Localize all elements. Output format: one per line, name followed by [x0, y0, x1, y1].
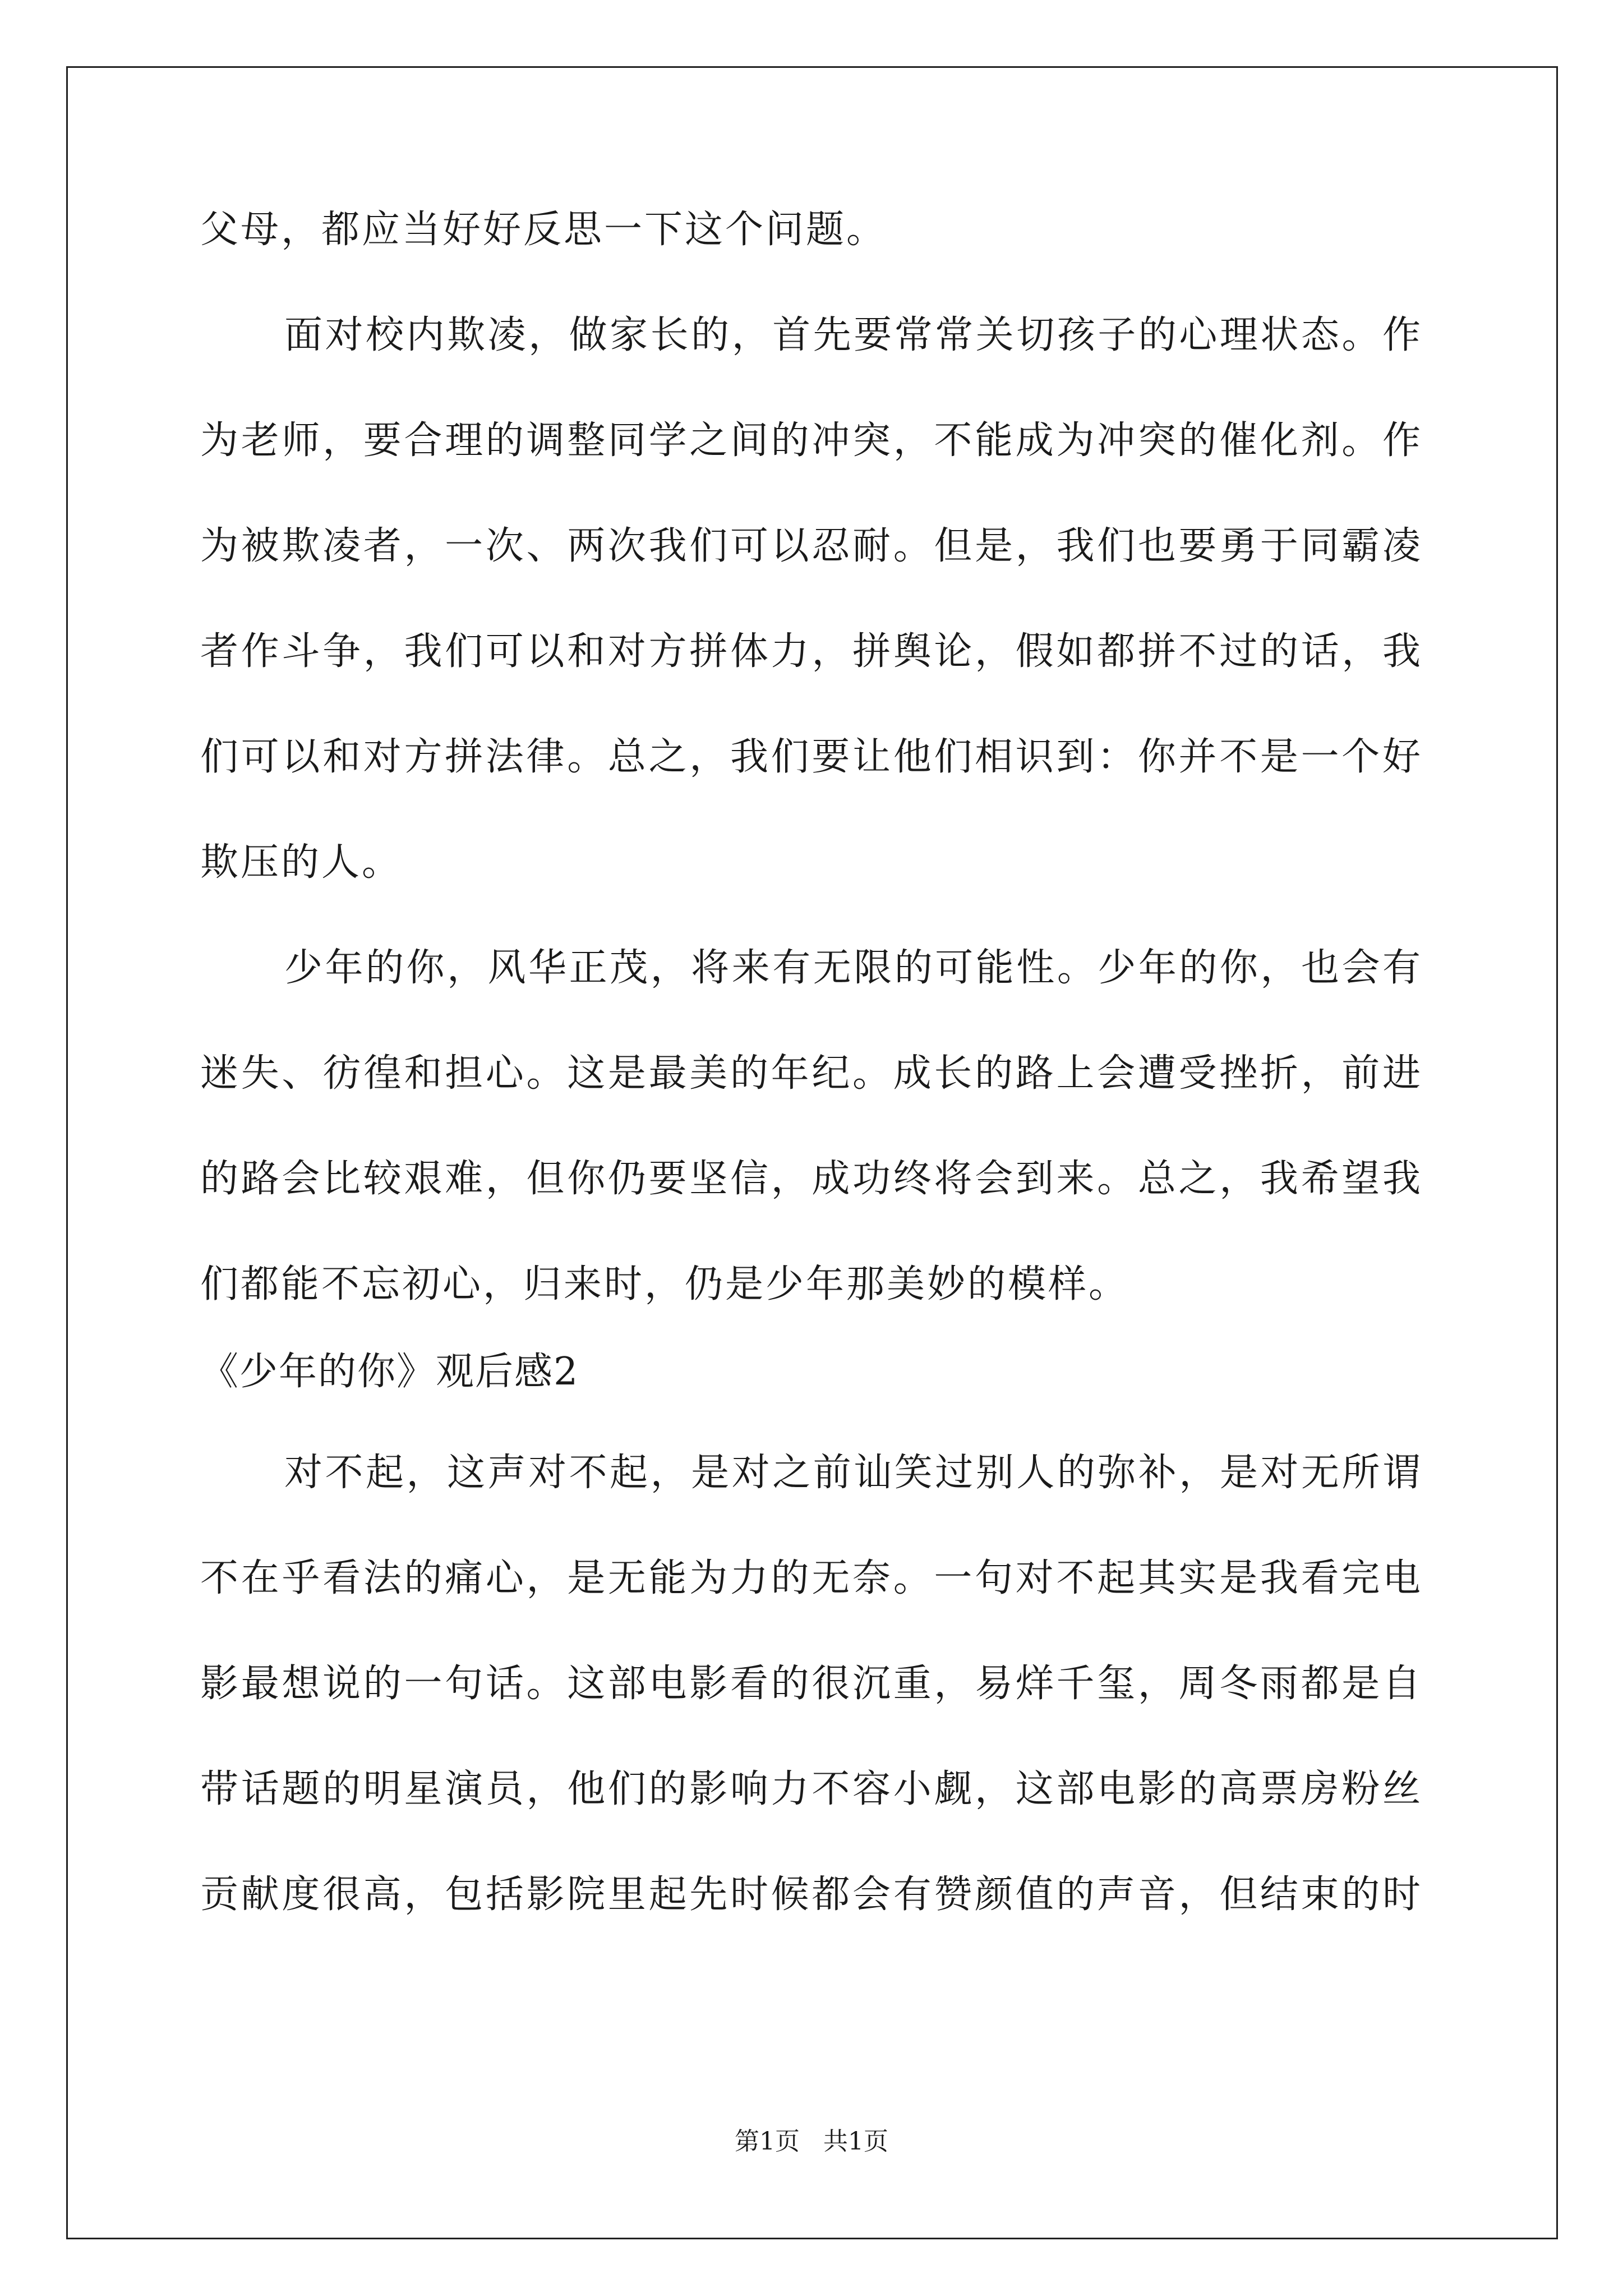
- paragraph-line: 们都能不忘初心，归来时，仍是少年那美妙的模样。: [200, 1262, 1129, 1306]
- paragraph-line: 带话题的明星演员，他们的影响力不容小觑，这部电影的高票房粉丝: [200, 1767, 1423, 1811]
- paragraph-line: 面对校内欺凌，做家长的，首先要常常关切孩子的心理状态。作: [284, 313, 1423, 357]
- paragraph-line: 影最想说的一句话。这部电影看的很沉重，易烊千玺，周冬雨都是自: [200, 1662, 1423, 1706]
- paragraph-line: 者作斗争，我们可以和对方拼体力，拼舆论，假如都拼不过的话，我: [200, 629, 1423, 674]
- paragraph-line: 贡献度很高，包括影院里起先时候都会有赞颜值的声音，但结束的时: [200, 1872, 1423, 1917]
- paragraph-line: 为老师，要合理的调整同学之间的冲突，不能成为冲突的催化剂。作: [200, 418, 1423, 463]
- paragraph-line: 迷失、彷徨和担心。这是最美的年纪。成长的路上会遭受挫折，前进: [200, 1051, 1423, 1096]
- paragraph-line: 欺压的人。: [200, 840, 403, 885]
- paragraph-line: 少年的你，风华正茂，将来有无限的可能性。少年的你，也会有: [284, 946, 1423, 990]
- page-footer: 第1页 共1页: [735, 2127, 888, 2156]
- paragraph-line: 不在乎看法的痛心，是无能为力的无奈。一句对不起其实是我看完电: [200, 1556, 1423, 1600]
- section-heading: 《少年的你》观后感2: [200, 1350, 579, 1394]
- paragraph-line: 们可以和对方拼法律。总之，我们要让他们相识到：你并不是一个好: [200, 735, 1423, 779]
- paragraph-line: 为被欺凌者，一次、两次我们可以忍耐。但是，我们也要勇于同霸凌: [200, 524, 1423, 568]
- paragraph-line: 对不起，这声对不起，是对之前讪笑过别人的弥补，是对无所谓: [284, 1451, 1423, 1495]
- paragraph-line: 父母，都应当好好反思一下这个问题。: [200, 208, 887, 252]
- paragraph-line: 的路会比较艰难，但你仍要坚信，成功终将会到来。总之，我希望我: [200, 1157, 1423, 1201]
